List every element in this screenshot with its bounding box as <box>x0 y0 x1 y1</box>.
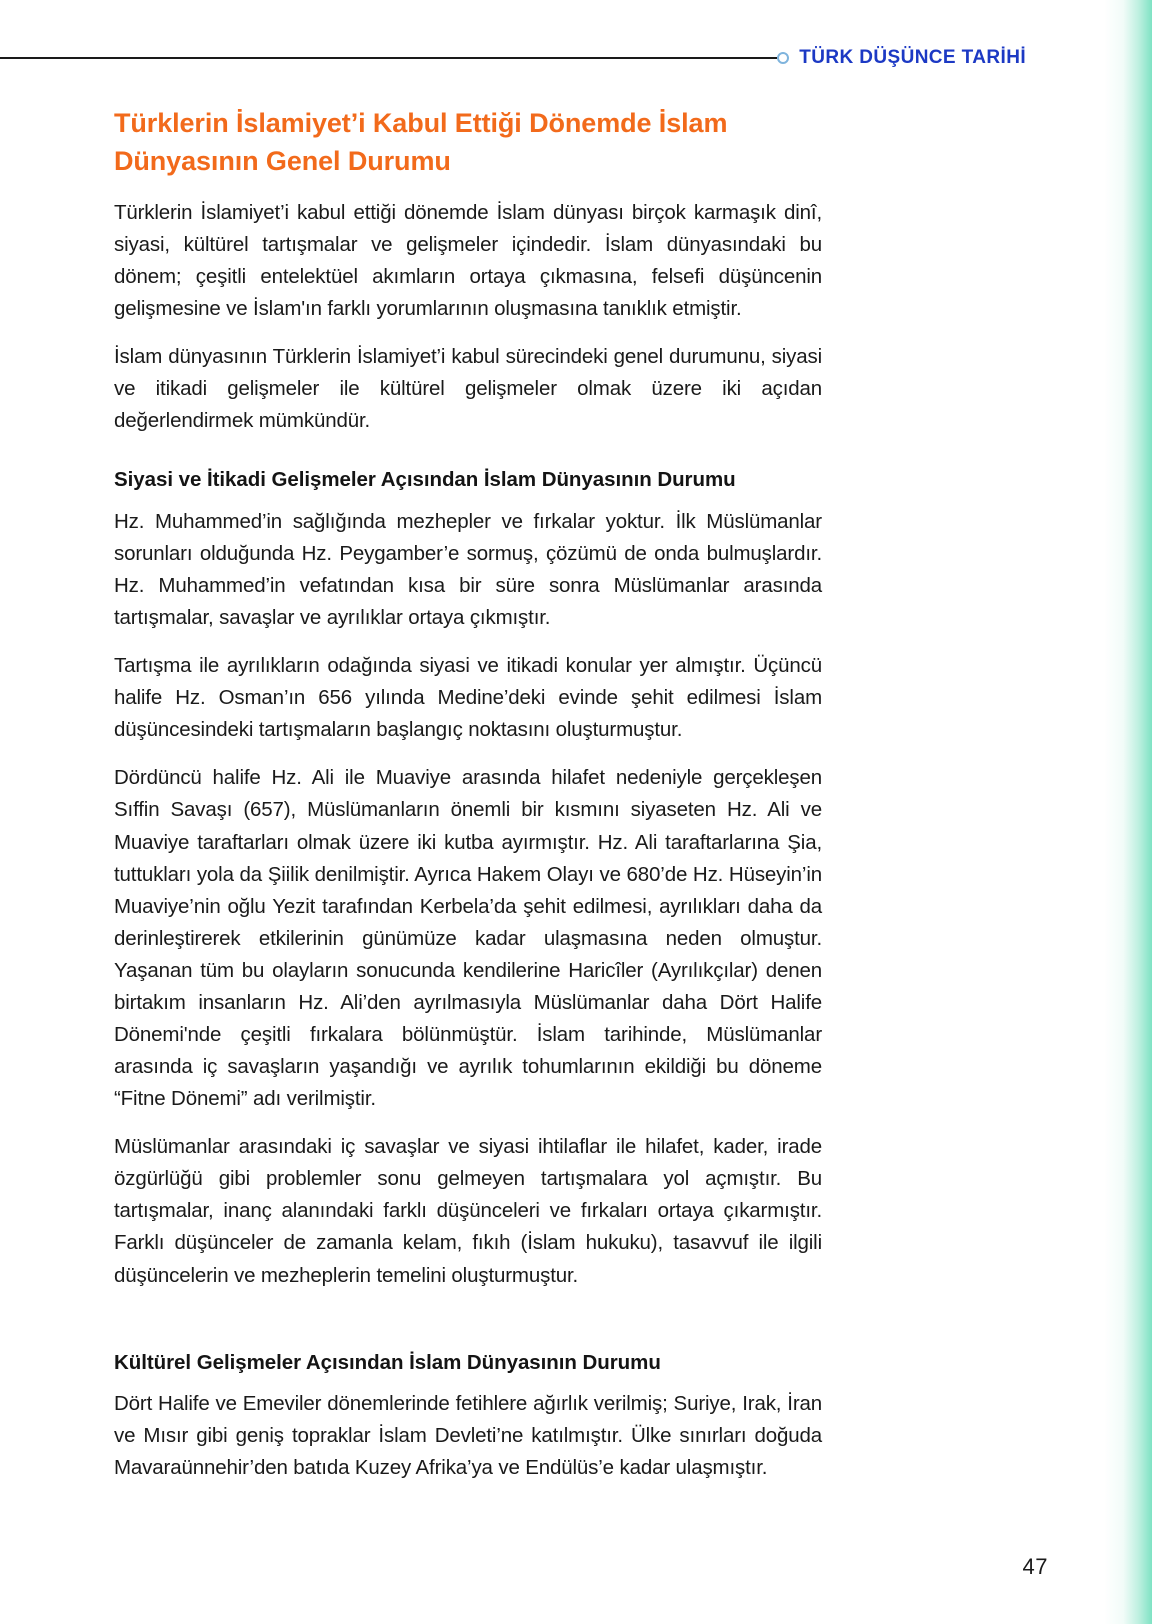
intro-paragraph-2: İslam dünyasının Türklerin İslamiyet’i kabul sürecindeki genel durumunu, siyasi ve itikadi gelişmeler ile kültürel gelişmeler olmak üzere iki açıdan değerlendirmek mümkündür. <box>114 344 822 433</box>
header-bullet-dot-icon <box>777 52 789 64</box>
section-1-paragraph-2: Tartışma ile ayrılıkların odağında siyasi ve itikadi konular yer almıştır. Üçüncü halife Hz. Osman’ın 656 yılında Medine’deki evinde şehit edilmesi İslam düşüncesindeki tartışmaların başlangıç noktasını oluşturmuştur. <box>114 654 822 742</box>
section-heading-siyasi-itikadi: Siyasi ve İtikadi Gelişmeler Açısından İslam Dünyasının Durumu <box>114 468 736 492</box>
running-header-title: TÜRK DÜŞÜNCE TARİHİ <box>799 47 1026 68</box>
intro-paragraph-1: Türklerin İslamiyet’i kabul ettiği dönemde İslam dünyası birçok karmaşık dinî, siyasi, kültürel tartışmalar ve gelişmeler içindedir. İslam dünyasındaki bu dönem; çeşitli entelektüel akımların ortaya çıkmasına, felsefi düşüncenin gelişmesine ve İslam'ın farklı yorumlarının oluşmasına tanıklık etmiştir. <box>114 200 822 320</box>
section-heading-kulturel: Kültürel Gelişmeler Açısından İslam Dünyasının Durumu <box>114 1350 661 1374</box>
right-edge-gradient-strip <box>1104 0 1152 1624</box>
section-1-paragraph-4: Müslümanlar arasındaki iç savaşlar ve siyasi ihtilaflar ile hilafet, kader, irade özgürlüğü gibi problemler sonu gelmeyen tartışmalara yol açmıştır. Bu tartışmalar, inanç alanındaki farklı düşünceleri ve fırkaları ortaya çıkarmıştır. Farklı düşünceler de zamanla kelam, fıkıh (İslam hukuku), tasavvuf ile ilgili düşüncelerin ve mezheplerin temelini oluşturmuştur. <box>114 1135 822 1287</box>
content-column <box>114 104 822 1485</box>
section-1-paragraph-1: Hz. Muhammed’in sağlığında mezhepler ve fırkalar yoktur. İlk Müslümanlar sorunları olduğunda Hz. Peygamber’e sormuş, çözümü de onda bulmuşlardır. Hz. Muhammed’in vefatından kısa bir süre sonra Müslümanlar arasında tartışmalar, savaşlar ve ayrılıklar ortaya çıkmıştır. <box>114 509 822 630</box>
section-2-paragraph-1: Dört Halife ve Emeviler dönemlerinde fetihlere ağırlık verilmiş; Suriye, Irak, İran ve Mısır gibi geniş topraklar İslam Devleti’ne katılmıştır. Ülke sınırları doğuda Mavaraünnehir’den batıda Kuzey Afrika’ya ve Endülüs’e kadar ulaşmıştır. <box>114 1392 822 1480</box>
running-header <box>0 42 1104 74</box>
header-rule-line <box>0 57 777 59</box>
page-number: 47 <box>1022 1554 1048 1579</box>
page-title: Türklerin İslamiyet’i Kabul Ettiği Dönemde İslam Dünyasının Genel Durumu <box>114 108 728 177</box>
section-1-paragraph-3: Dördüncü halife Hz. Ali ile Muaviye arasında hilafet nedeniyle gerçekleşen Sıffin Savaşı (657), Müslümanların önemli bir kısmını siyaseten Hz. Ali ve Muaviye taraftarları olmak üzere iki kutba ayırmıştır. Hz. Ali taraftarlarına Şia, tuttukları yola da Şiilik denilmiştir. Ayrıca Hakem Olayı ve 680’de Hz. Hüseyin’in Muaviye’nin oğlu Yezit tarafından Kerbela’da şehit edilmesi, ayrılıkları daha da derinleştirerek etkilerinin günümüze kadar ulaşmasına neden olmuştur. Yaşanan tüm bu olayların sonucunda kendilerine Haricîler (Ayrılıkçılar) denen birtakım insanların Hz. Ali’den ayrılmasıyla Müslümanlar daha Dört Halife Dönemi'nde çeşitli fırkalara bölünmüştür. İslam tarihinde, Müslümanlar arasında iç savaşların yaşandığı ve ayrılık tohumlarının ekildiği bu döneme “Fitne Dönemi” adı verilmiştir. <box>114 766 822 1111</box>
